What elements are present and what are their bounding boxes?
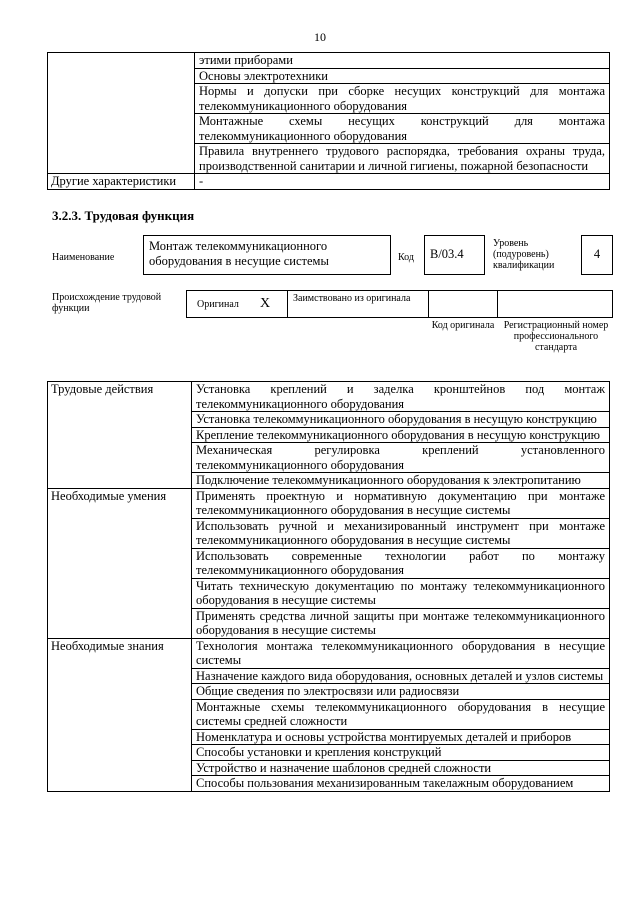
knowledge-item: Монтажные схемы несущих конструкций для монтажа телекоммуникационного оборудования xyxy=(195,114,610,144)
knowledge-item: Правила внутреннего трудового распорядка, требования охраны труда, производственной санитарии и личной гигиены, пожарной безопасности xyxy=(195,144,610,174)
name-label: Наименование xyxy=(52,252,115,263)
other-characteristics-label: Другие характеристики xyxy=(48,174,195,190)
origin-label: Происхождение трудовой функции xyxy=(52,292,162,314)
knowledge-continuation-table xyxy=(47,52,610,190)
section-label-knowledge: Необходимые знания xyxy=(48,638,192,791)
qualification-level-box: 4 xyxy=(581,235,613,275)
action-item: Подключение телекоммуникационного оборудования к электропитанию xyxy=(192,473,610,489)
skill-item: Использовать ручной и механизированный инструмент при монтаже телекоммуникационного оборудования в несущие системы xyxy=(192,518,610,548)
knowledge-item: Устройство и назначение шаблонов средней сложности xyxy=(192,760,610,776)
action-item: Установка телекоммуникационного оборудования в несущую конструкцию xyxy=(192,412,610,428)
section-title: 3.2.3. Трудовая функция xyxy=(52,208,195,223)
action-item: Установка креплений и заделка кронштейнов под монтаж телекоммуникационного оборудования xyxy=(192,382,610,412)
code-label: Код xyxy=(398,252,414,263)
action-item: Механическая регулировка креплений установленного телекоммуникационного оборудования xyxy=(192,443,610,473)
table-row xyxy=(48,488,610,518)
borrowed-box xyxy=(287,290,429,318)
qualification-level-label: Уровень (подуровень) квалификации xyxy=(493,238,555,271)
original-code-caption: Код оригинала xyxy=(431,320,495,331)
empty-label-cell xyxy=(48,53,195,174)
original-label: Оригинал xyxy=(197,299,239,310)
knowledge-item: Нормы и допуски при сборке несущих конструкций для монтажа телекоммуникационного оборудования xyxy=(195,84,610,114)
table-row xyxy=(48,382,610,412)
action-item: Крепление телекоммуникационного оборудования в несущую конструкцию xyxy=(192,427,610,443)
skill-item: Применять проектную и нормативную документацию при монтаже телекоммуникационного оборудования в несущие системы xyxy=(192,488,610,518)
original-code-box xyxy=(428,290,498,318)
table-row xyxy=(48,638,610,668)
original-box xyxy=(186,290,288,318)
borrowed-label: Заимствовано из оригинала xyxy=(293,293,411,304)
knowledge-item: Основы электротехники xyxy=(195,68,610,84)
registration-number-box xyxy=(497,290,613,318)
page-number: 10 xyxy=(314,30,326,44)
knowledge-item: Общие сведения по электросвязи или радиосвязи xyxy=(192,684,610,700)
knowledge-item: Способы пользования механизированным такелажным оборудованием xyxy=(192,776,610,792)
skill-item: Применять средства личной защиты при монтаже телекоммуникационного оборудования в несущие системы xyxy=(192,608,610,638)
section-label-actions: Трудовые действия xyxy=(48,382,192,489)
original-mark: X xyxy=(260,296,271,311)
knowledge-item: Монтажные схемы телекоммуникационного оборудования в несущие системы средней сложности xyxy=(192,699,610,729)
knowledge-item: Назначение каждого вида оборудования, основных деталей и узлов системы xyxy=(192,668,610,684)
table-row xyxy=(48,174,610,190)
knowledge-item: этими приборами xyxy=(195,53,610,69)
skill-item: Использовать современные технологии работ по монтажу телекоммуникационного оборудования xyxy=(192,548,610,578)
function-details-table xyxy=(47,381,610,792)
other-characteristics-value: - xyxy=(195,174,610,190)
skill-item: Читать техническую документацию по монтажу телекоммуникационного оборудования в несущие системы xyxy=(192,578,610,608)
table-row xyxy=(48,53,610,69)
knowledge-item: Номенклатура и основы устройства монтируемых деталей и приборов xyxy=(192,729,610,745)
registration-number-caption: Регистрационный номер профессионального стандарта xyxy=(503,320,609,353)
section-label-skills: Необходимые умения xyxy=(48,488,192,638)
function-name-box: Монтаж телекоммуникационного оборудования в несущие системы xyxy=(143,235,391,275)
knowledge-item: Способы установки и крепления конструкций xyxy=(192,745,610,761)
knowledge-item: Технология монтажа телекоммуникационного оборудования в несущие системы xyxy=(192,638,610,668)
function-code-box: B/03.4 xyxy=(424,235,485,275)
